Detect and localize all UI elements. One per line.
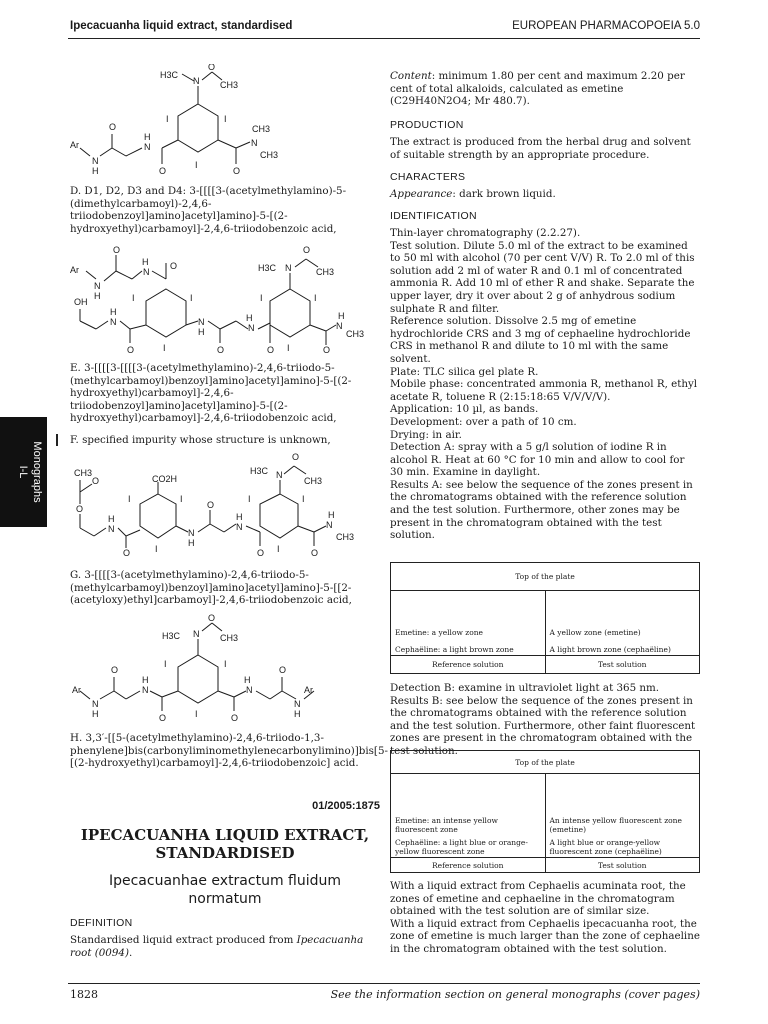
svg-text:I: I bbox=[164, 659, 167, 669]
svg-text:I: I bbox=[163, 343, 166, 353]
side-tab-label: Monographs bbox=[31, 441, 43, 503]
svg-text:N: N bbox=[336, 321, 343, 331]
svg-text:N: N bbox=[193, 76, 200, 86]
svg-text:Ar: Ar bbox=[70, 265, 79, 275]
svg-text:O: O bbox=[207, 500, 215, 510]
monograph-title: IPECACUANHA LIQUID EXTRACT, STANDARDISED bbox=[80, 826, 370, 862]
svg-text:N: N bbox=[251, 138, 258, 148]
structure-e bbox=[70, 452, 370, 567]
production-text: The extract is produced from the herbal drug and solvent of suitable strength by an appropriate procedure. bbox=[390, 136, 691, 161]
reference-zones: Emetine: a yellow zone Cephaëline: a light brown zone bbox=[391, 590, 546, 656]
impurity-g: G. 3-[[[[3-(acetylmethylamino)-2,4,6-triiodo-5-(methylcarbamoyl)benzoyl]amino]acetyl]amino]-5-[[2-(acetyloxy)ethyl]carbamoyl]-2,4,6-triiodobenzoic acid, bbox=[70, 569, 352, 607]
svg-text:CH3: CH3 bbox=[260, 150, 279, 160]
svg-text:N: N bbox=[294, 699, 301, 709]
svg-text:H: H bbox=[236, 512, 243, 522]
svg-text:CH3: CH3 bbox=[220, 80, 239, 90]
svg-text:H: H bbox=[144, 132, 151, 142]
pharmacopoeia-edition: EUROPEAN PHARMACOPOEIA 5.0 bbox=[512, 20, 700, 32]
svg-text:H: H bbox=[338, 311, 345, 321]
svg-text:H3C: H3C bbox=[160, 70, 179, 80]
svg-text:N: N bbox=[236, 522, 243, 532]
structure-top bbox=[70, 64, 290, 184]
svg-text:N: N bbox=[285, 263, 292, 273]
svg-text:O: O bbox=[292, 452, 300, 462]
svg-text:O: O bbox=[123, 548, 131, 558]
svg-text:I: I bbox=[260, 293, 263, 303]
svg-text:H: H bbox=[244, 675, 251, 685]
side-tab-range: I-L bbox=[17, 465, 29, 479]
svg-text:O: O bbox=[159, 166, 167, 176]
svg-text:CH3: CH3 bbox=[316, 267, 335, 277]
svg-text:O: O bbox=[303, 245, 311, 255]
structure-d bbox=[70, 243, 370, 358]
svg-text:O: O bbox=[233, 166, 241, 176]
svg-text:N: N bbox=[326, 520, 333, 530]
svg-text:O: O bbox=[159, 713, 167, 723]
svg-text:H: H bbox=[94, 291, 101, 301]
svg-text:N: N bbox=[188, 528, 195, 538]
svg-text:H: H bbox=[92, 166, 99, 176]
reference-zones-uv: Emetine: an intense yellow fluorescent zone Cephaëline: a light blue or orange-yellow fluorescent zone bbox=[391, 774, 546, 858]
svg-text:H: H bbox=[92, 709, 99, 719]
svg-text:I: I bbox=[195, 160, 198, 170]
svg-text:N: N bbox=[248, 323, 255, 333]
svg-text:O: O bbox=[217, 345, 225, 355]
definition-heading: DEFINITION bbox=[70, 917, 133, 929]
svg-text:I: I bbox=[132, 293, 135, 303]
svg-text:O: O bbox=[113, 245, 121, 255]
svg-text:N: N bbox=[108, 524, 115, 534]
page-number: 1828 bbox=[70, 988, 98, 1001]
footer-note: See the information section on general monographs (cover pages) bbox=[330, 988, 700, 1001]
tlc-table-uv: Top of the plate Emetine: an intense yellow fluorescent zone Cephaëline: a light blue or orange-yellow fluorescent zone An intense yellow fluorescent zone (emetine) A light blue or orange-yellow fluorescent zone (cephaëline) Reference solution Test solution bbox=[390, 750, 700, 873]
svg-text:Ar: Ar bbox=[304, 685, 313, 695]
identification-body: Thin-layer chromatography (2.2.27). Test solution. Dilute 5.0 ml of the extract to be examined to 50 ml with alcohol (70 per cent V/V) R. To 2.0 ml of this solution add 2 ml of water R and 0.1 ml of concentrated ammonia R. Add 10 ml of ether R and shake. Separate the upper layer, dry it over about 2 g of anhydrous sodium sulphate R and filter. Reference solution. Dissolve 2.5 mg of emetine hydrochloride CRS and 3 mg of cephaeline hydrochloride CRS in methanol R and dilute to 10 ml with the same solvent. Plate: TLC silica gel plate R. Mobile phase: concentrated ammonia R, methanol R, ethyl acetate R, toluene R (2:15:18:65 V/V/V/V). Application: 10 µl, as bands. Development: over a path of 10 cm. Drying: in air. Detection A: spray with a 5 g/l solution of iodine R in alcohol R. Heat at 60 °C for 10 min and allow to cool for 30 min. Examine in daylight. Results A: see below the sequence of the zones present in the chromatograms obtained with the reference solution and the test solution. Furthermore, other zones may be present in the chromatogram obtained with the test solution. bbox=[390, 227, 698, 542]
svg-text:CH3: CH3 bbox=[220, 633, 239, 643]
content-spec: Content: minimum 1.80 per cent and maximum 2.20 per cent of total alkaloids, calculated as emetine (C29H40N2O4; Mr 480.7). bbox=[390, 70, 685, 108]
svg-text:O: O bbox=[208, 64, 216, 72]
svg-text:H3C: H3C bbox=[258, 263, 277, 273]
impurity-e: E. 3-[[[[3-[[[[3-(acetylmethylamino)-2,4,6-triiodo-5-(methylcarbamoyl)benzoyl]amino]acetyl]amino]-5-[(2-hydroxyethyl)carbamoyl]-2,4,6-triiodobenzoyl]amino]acetyl]amino]-5-[(2-hydroxyethyl)carbamoyl]-2,4,6-triiodobenzoic acid, bbox=[70, 362, 352, 425]
appearance-text: Appearance: dark brown liquid. bbox=[390, 188, 556, 200]
svg-text:H: H bbox=[108, 514, 115, 524]
svg-text:Ar: Ar bbox=[72, 685, 81, 695]
header-rule bbox=[68, 38, 700, 39]
svg-text:CH3: CH3 bbox=[252, 124, 271, 134]
svg-text:CH3: CH3 bbox=[74, 468, 93, 478]
impurity-h: H. 3,3′-[[5-(acetylmethylamino)-2,4,6-triiodo-1,3-phenylene]bis(carbonyliminomethylenecarbonylimino)]bis[5-[(2-hydroxyethyl)carbamoyl]-2,4,6-triiodobenzoic] acid. bbox=[70, 732, 388, 770]
tlc-table-daylight: Top of the plate Emetine: a yellow zone Cephaëline: a light brown zone A yellow zone (emetine) A light brown zone (cephaëline) Reference solution Test solution bbox=[390, 562, 700, 674]
svg-text:CH3: CH3 bbox=[304, 476, 323, 486]
test-zones: A yellow zone (emetine) A light brown zone (cephaëline) bbox=[545, 590, 700, 656]
svg-text:I: I bbox=[302, 494, 305, 504]
identification-heading: IDENTIFICATION bbox=[390, 210, 477, 222]
svg-text:O: O bbox=[111, 665, 119, 675]
svg-text:O: O bbox=[109, 122, 117, 132]
svg-text:I: I bbox=[277, 544, 280, 554]
impurity-f: F. specified impurity whose structure is unknown, bbox=[70, 434, 331, 446]
monographs-side-tab bbox=[0, 417, 47, 527]
svg-text:N: N bbox=[193, 629, 200, 639]
characters-heading: CHARACTERS bbox=[390, 171, 466, 183]
svg-text:H: H bbox=[110, 307, 117, 317]
structure-g bbox=[70, 613, 370, 728]
svg-text:N: N bbox=[276, 470, 283, 480]
svg-text:O: O bbox=[127, 345, 135, 355]
impurity-d: D. D1, D2, D3 and D4: 3-[[[[3-(acetylmethylamino)-5-(dimethylcarbamoyl)-2,4,6-triiodobenzoyl]amino]acetyl]amino]-5-[(2-hydroxyethyl)carbamoyl]-2,4,6-triiodobenzoic acid, bbox=[70, 185, 347, 235]
latin-title: Ipecacuanhae extractum fluidum normatum bbox=[108, 873, 342, 907]
svg-text:H: H bbox=[328, 510, 335, 520]
svg-text:I: I bbox=[128, 494, 131, 504]
species-notes: With a liquid extract from Cephaelis acuminata root, the zones of emetine and cephaeline in the chromatogram obtained with the test solution are of similar size. With a liquid extract from Cephaelis ipecacuanha root, the zone of emetine is much larger than the zone of cephaeline in the chromatogram obtained with the test solution. bbox=[390, 880, 700, 955]
svg-text:O: O bbox=[311, 548, 319, 558]
svg-text:I: I bbox=[155, 544, 158, 554]
svg-text:H: H bbox=[142, 675, 149, 685]
detection-results-b: Detection B: examine in ultraviolet light at 365 nm. Results B: see below the sequence of the zones present in the chromatograms obtained with the reference solution and the test solution. Furthermore, other faint fluorescent zones are present in the chromatogram obtained with the test solution. bbox=[390, 682, 696, 757]
svg-text:OH: OH bbox=[74, 297, 88, 307]
svg-text:O: O bbox=[267, 345, 275, 355]
svg-text:I: I bbox=[190, 293, 193, 303]
svg-text:O: O bbox=[323, 345, 331, 355]
svg-text:N: N bbox=[144, 142, 151, 152]
monograph-number: 01/2005:1875 bbox=[312, 800, 380, 812]
svg-text:O: O bbox=[170, 261, 178, 271]
svg-text:Ar: Ar bbox=[70, 140, 79, 150]
svg-text:N: N bbox=[94, 281, 101, 291]
svg-text:N: N bbox=[92, 699, 99, 709]
svg-text:H3C: H3C bbox=[162, 631, 181, 641]
svg-text:N: N bbox=[143, 267, 150, 277]
svg-text:O: O bbox=[257, 548, 265, 558]
svg-text:I: I bbox=[224, 114, 227, 124]
running-title: Ipecacuanha liquid extract, standardised bbox=[70, 20, 293, 32]
svg-text:CO2H: CO2H bbox=[152, 474, 178, 484]
svg-text:N: N bbox=[246, 685, 253, 695]
svg-text:H3C: H3C bbox=[250, 466, 269, 476]
footer-rule bbox=[68, 983, 700, 984]
svg-text:O: O bbox=[92, 476, 100, 486]
svg-text:CH3: CH3 bbox=[346, 329, 365, 339]
svg-text:N: N bbox=[198, 317, 205, 327]
svg-text:N: N bbox=[92, 156, 99, 166]
svg-text:H: H bbox=[142, 257, 149, 267]
svg-text:O: O bbox=[279, 665, 287, 675]
test-zones-uv: An intense yellow fluorescent zone (emetine) A light blue or orange-yellow fluorescent zone (cephaëline) bbox=[545, 774, 700, 858]
svg-text:I: I bbox=[287, 343, 290, 353]
svg-text:H: H bbox=[198, 327, 205, 337]
svg-text:I: I bbox=[314, 293, 317, 303]
svg-text:O: O bbox=[208, 613, 216, 623]
svg-text:O: O bbox=[231, 713, 239, 723]
production-heading: PRODUCTION bbox=[390, 119, 464, 131]
svg-text:N: N bbox=[110, 317, 117, 327]
svg-text:O: O bbox=[76, 504, 84, 514]
svg-text:I: I bbox=[224, 659, 227, 669]
svg-text:H: H bbox=[246, 313, 253, 323]
svg-text:H: H bbox=[188, 538, 195, 548]
change-bar bbox=[56, 434, 58, 446]
svg-text:N: N bbox=[142, 685, 149, 695]
svg-text:I: I bbox=[180, 494, 183, 504]
definition-text: Standardised liquid extract produced from Ipecacuanha root (0094). bbox=[70, 934, 364, 959]
svg-text:I: I bbox=[195, 709, 198, 719]
svg-text:H: H bbox=[294, 709, 301, 719]
svg-text:CH3: CH3 bbox=[336, 532, 355, 542]
svg-text:I: I bbox=[248, 494, 251, 504]
svg-text:I: I bbox=[166, 114, 169, 124]
